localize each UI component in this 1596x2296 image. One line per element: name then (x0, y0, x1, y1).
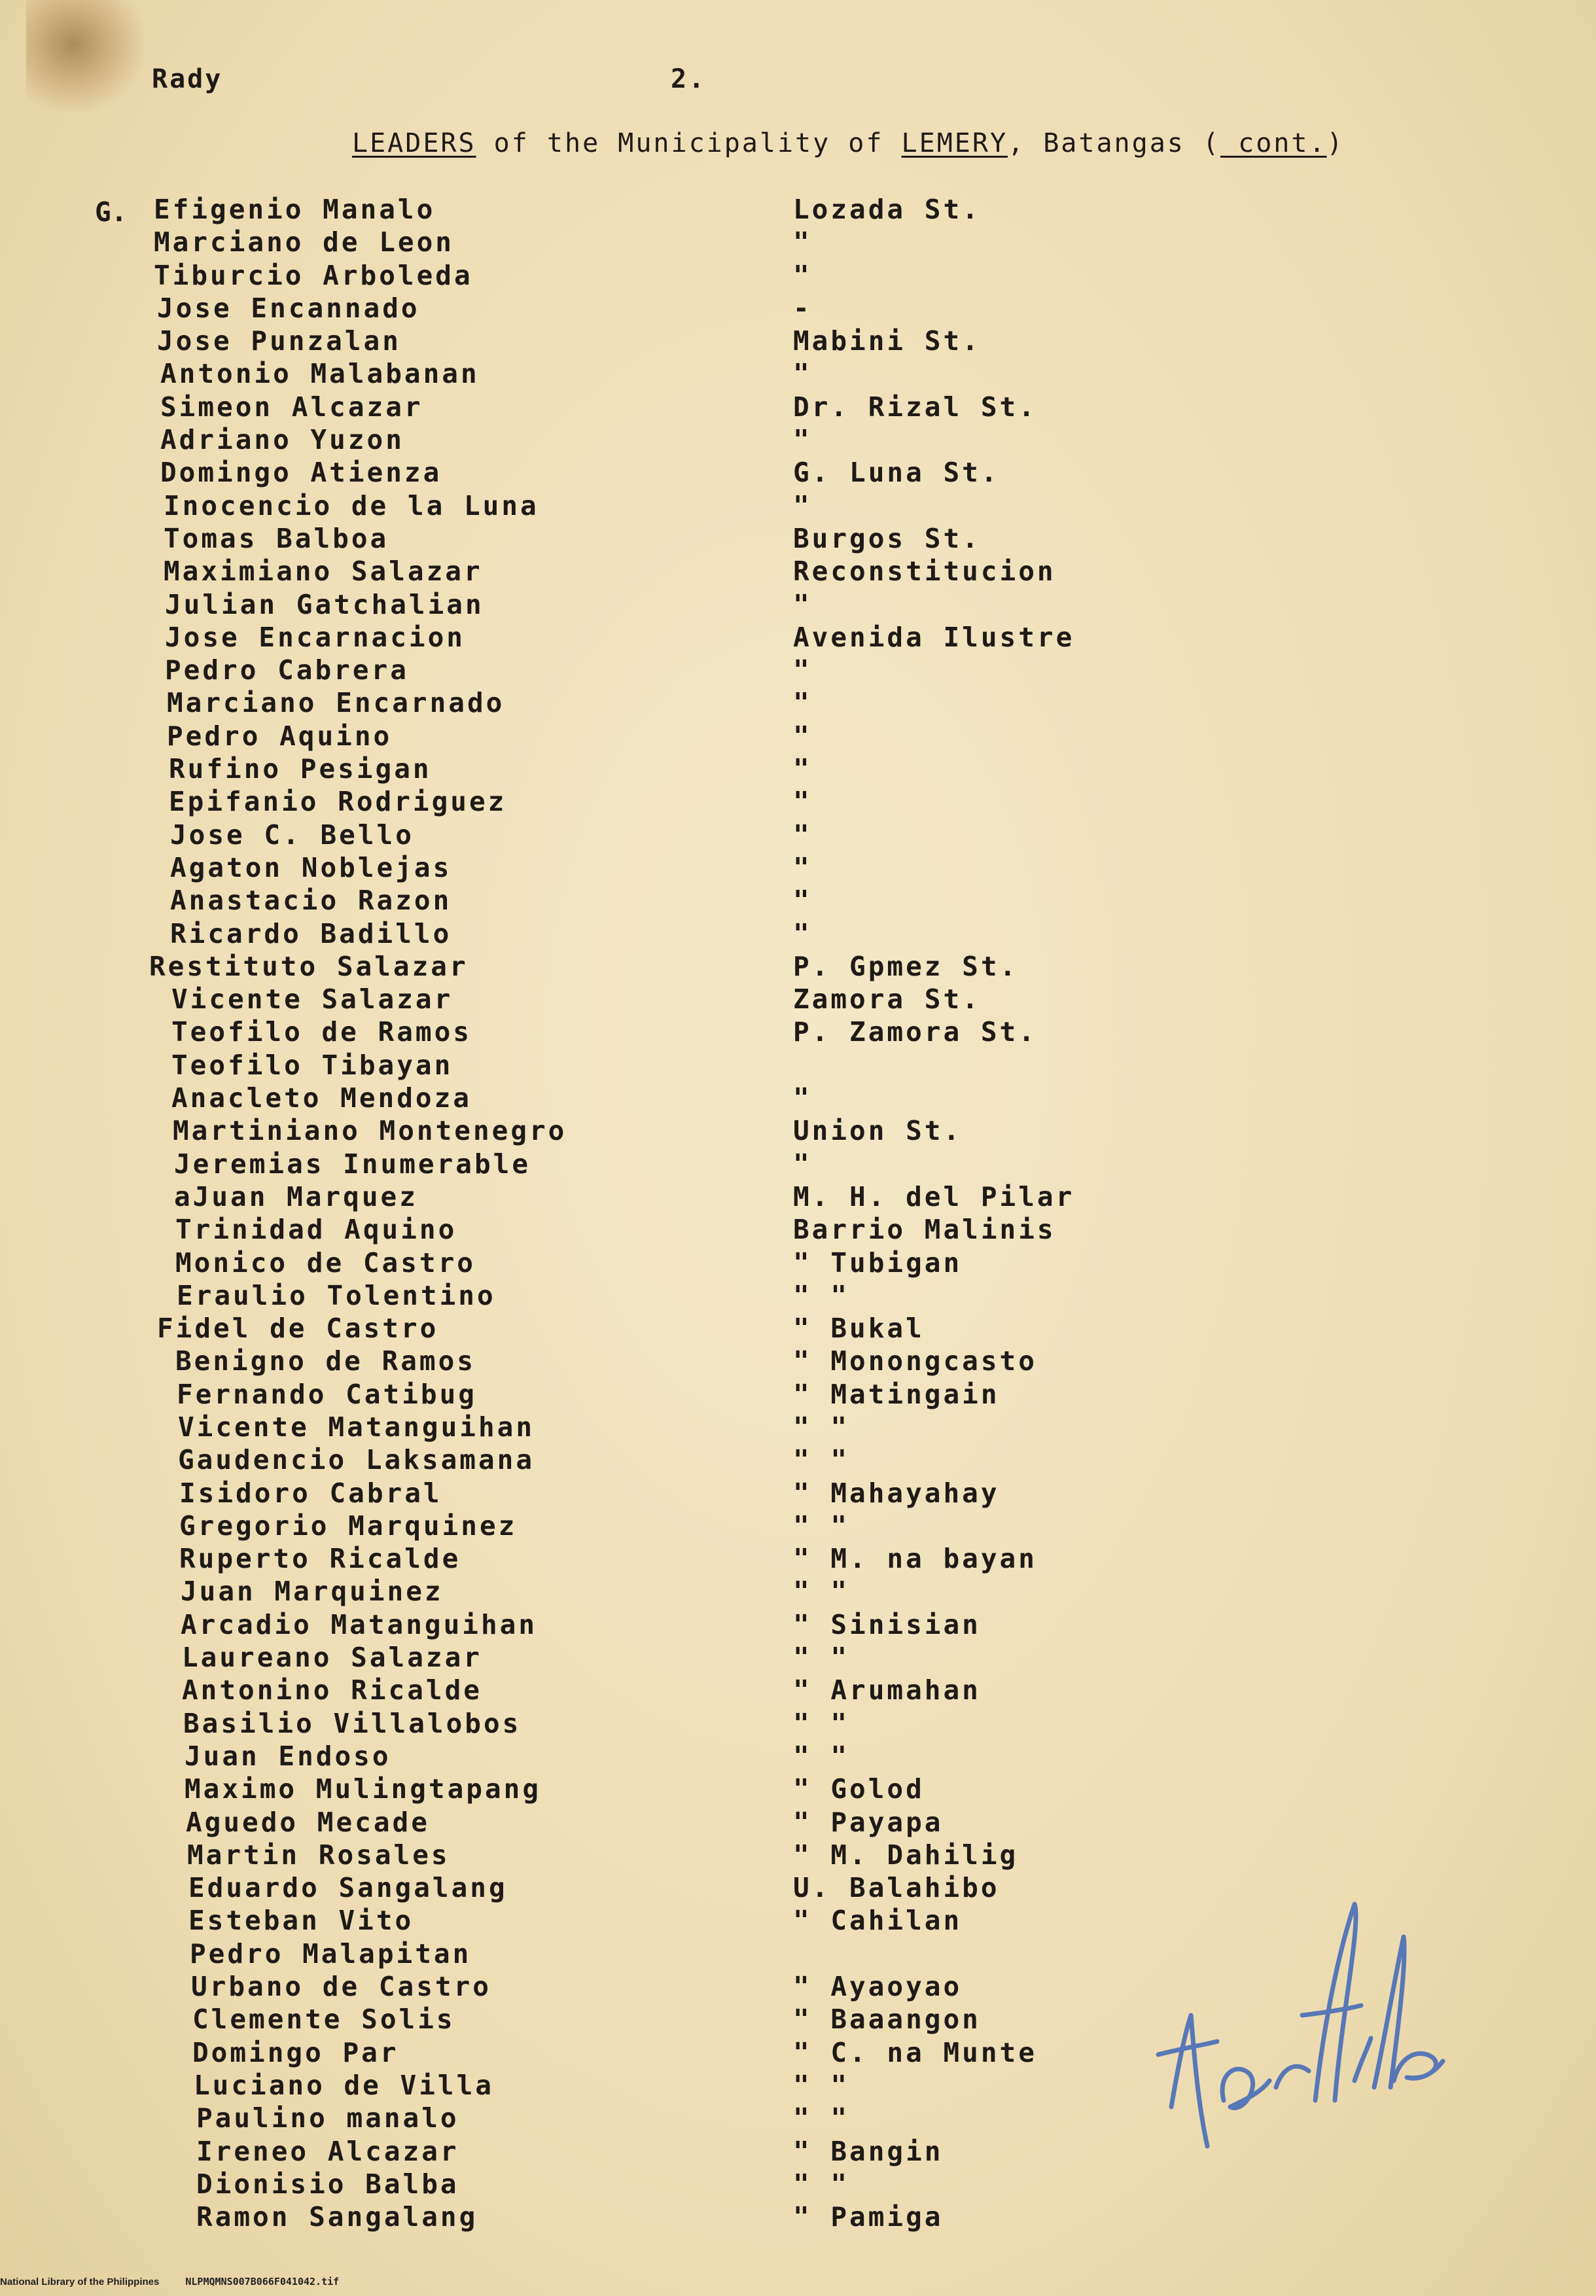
leader-name: Fidel de Castro (157, 1313, 439, 1345)
leader-name: Clemente Solis (192, 2004, 455, 2036)
table-row (0, 1379, 1596, 1411)
table-row (0, 292, 1596, 325)
table-row (0, 1247, 1596, 1280)
leader-name: Vicente Salazar (171, 983, 453, 1016)
leader-address: " " (793, 1411, 850, 1443)
table-row (0, 852, 1596, 885)
table-row (0, 1708, 1596, 1740)
leader-name: Trinidad Aquino (175, 1214, 457, 1246)
leader-name: Jeremias Inumerable (174, 1148, 531, 1180)
list-prefix: G. (95, 196, 128, 228)
leader-name: Isidoro Cabral (179, 1477, 442, 1509)
leader-name: Maximo Mulingtapang (185, 1773, 541, 1805)
table-row (0, 358, 1596, 391)
table-row (0, 1642, 1596, 1674)
table-row (0, 490, 1596, 523)
leader-name: Anacleto Mendoza (171, 1082, 472, 1114)
leader-address: - (793, 292, 812, 324)
leader-address: Mabini St. (793, 325, 981, 357)
leader-name: Restituto Salazar (149, 950, 469, 982)
leader-name: Benigno de Ramos (175, 1345, 476, 1377)
leader-name: Adriano Yuzon (160, 424, 404, 456)
leader-address: " (793, 1082, 812, 1114)
table-row (0, 819, 1596, 852)
leader-name: Efigenio Manalo (154, 194, 436, 225)
leader-address: " Sinisian (793, 1608, 981, 1640)
table-row (0, 1839, 1596, 1872)
table-row (0, 457, 1596, 489)
leader-name: Teofilo de Ramos (171, 1016, 472, 1048)
table-row (0, 1115, 1596, 1148)
leader-address: Dr. Rizal St. (793, 391, 1037, 423)
leader-address: " (793, 786, 812, 818)
leader-name: Jose Punzalan (157, 325, 401, 357)
leader-name: Marciano de Leon (154, 226, 454, 258)
leader-name: Julian Gatchalian (165, 588, 484, 620)
leader-address: P. Gpmez St. (793, 950, 1019, 982)
table-row (0, 1313, 1596, 1345)
table-row (0, 885, 1596, 917)
table-row (0, 260, 1596, 292)
leader-address: " M. Dahilig (793, 1839, 1019, 1871)
leader-address: " " (793, 2069, 850, 2101)
leader-address: " Golod (793, 1773, 925, 1805)
leader-address: " (793, 489, 812, 521)
leader-address: " " (793, 1279, 850, 1311)
file-id: NLPMQMNS007B066F041042.tif (185, 2276, 340, 2287)
table-row (0, 1576, 1596, 1608)
leader-address: " " (793, 1510, 850, 1542)
leader-name: Fernando Catibug (177, 1378, 477, 1410)
leader-address: " " (793, 2168, 850, 2200)
leader-name: Esteban Vito (188, 1905, 414, 1937)
leader-name: Eduardo Sangalang (188, 1872, 508, 1904)
leader-name: Anastacio Razon (170, 885, 452, 917)
leader-address: " Cahilan (793, 1905, 963, 1937)
leader-name: Gregorio Marquinez (179, 1510, 518, 1542)
leader-address: " Tubigan (793, 1246, 963, 1279)
leader-name: Luciano de Villa (194, 2069, 494, 2101)
leader-address: " Mahayahay (793, 1477, 1000, 1509)
library-name: National Library of the Philippines (0, 2276, 160, 2287)
leader-address: " (793, 358, 812, 390)
table-row (0, 1411, 1596, 1444)
leader-name: Urbano de Castro (191, 1971, 491, 2003)
leader-name: Simeon Alcazar (160, 391, 423, 423)
leader-name: Paulino manalo (196, 2102, 459, 2134)
leader-name: Gaudencio Laksamana (178, 1444, 535, 1476)
leader-address: U. Balahibo (793, 1872, 1000, 1904)
leader-address: " (793, 424, 812, 456)
leader-name: Maximiano Salazar (164, 556, 483, 588)
table-row (0, 556, 1596, 588)
leader-name: Teofilo Tibayan (171, 1049, 453, 1081)
leader-address: " " (793, 1740, 850, 1772)
table-row (0, 1477, 1596, 1510)
leader-address: " (793, 720, 812, 752)
leader-address: " Baaangon (793, 2004, 981, 2036)
leader-address: Avenida Ilustre (793, 621, 1075, 653)
leader-address: " Bangin (793, 2135, 944, 2167)
title-cont: cont. (1220, 128, 1327, 158)
table-row (0, 1280, 1596, 1313)
table-row (0, 2201, 1596, 2234)
leader-address: " " (793, 1576, 850, 1608)
leader-address: " (793, 687, 812, 719)
leader-name: Arcadio Matanguihan (181, 1608, 537, 1640)
paper-stain (26, 0, 144, 111)
table-row (0, 1543, 1596, 1576)
leader-address: " (793, 226, 812, 258)
leader-name: Jose Encarnacion (165, 621, 465, 653)
table-row (0, 951, 1596, 983)
leader-address: " Payapa (793, 1806, 944, 1838)
table-row (0, 687, 1596, 720)
leader-address: " (793, 259, 812, 291)
table-row (0, 1148, 1596, 1181)
title-leaders: LEADERS (352, 128, 476, 158)
leader-name: Jose Encannado (157, 292, 420, 324)
leader-name: Ricardo Badillo (170, 917, 452, 949)
leader-address: Burgos St. (793, 522, 981, 554)
leader-address: " " (793, 1444, 850, 1476)
title-close: ) (1326, 128, 1345, 158)
table-row (0, 1345, 1596, 1378)
page-number: 2. (671, 64, 707, 94)
table-row (0, 753, 1596, 786)
table-row (0, 720, 1596, 753)
leader-name: Tomas Balboa (164, 522, 389, 554)
table-row (0, 1510, 1596, 1543)
leader-name: Pedro Malapitan (190, 1937, 472, 1969)
leader-name: Juan Marquinez (181, 1576, 444, 1608)
leader-address: Lozada St. (793, 194, 981, 225)
document-title (352, 128, 1345, 158)
leader-name: Ireneo Alcazar (196, 2135, 459, 2167)
leader-name: Domingo Par (192, 2036, 399, 2068)
table-row (0, 1773, 1596, 1806)
leader-name: Martiniano Montenegro (173, 1115, 567, 1147)
table-row (0, 194, 1596, 226)
table-row (0, 523, 1596, 556)
leader-name: Ramon Sangalang (196, 2201, 478, 2233)
leader-address: G. Luna St. (793, 457, 1000, 489)
leader-address: " (793, 1148, 812, 1180)
title-place: LEMERY (901, 128, 1008, 158)
archive-footer (0, 2276, 339, 2287)
table-row (0, 2168, 1596, 2201)
leader-name: Marciano Encarnado (167, 687, 505, 719)
leader-name: Jose C. Bello (170, 819, 414, 851)
leader-address: " " (793, 1642, 850, 1674)
leader-address: " Matingain (793, 1378, 1000, 1410)
leader-address: " Monongcasto (793, 1345, 1037, 1377)
leader-name: Aguedo Mecade (186, 1806, 430, 1838)
leader-address: " (793, 654, 812, 686)
leader-name: Martin Rosales (187, 1839, 450, 1871)
leader-address: " Bukal (793, 1313, 925, 1345)
table-row (0, 1674, 1596, 1707)
table-row (0, 325, 1596, 358)
handwritten-annotation (1145, 1884, 1446, 2153)
leader-address: " C. na Munte (793, 2036, 1037, 2068)
leader-address: Reconstitucion (793, 556, 1056, 588)
leader-address: " M. na bayan (793, 1543, 1037, 1575)
header-left-label: Rady (152, 64, 223, 94)
leader-address: " (793, 753, 812, 785)
leader-name: Dionisio Balba (196, 2168, 459, 2200)
leader-address: M. H. del Pilar (793, 1180, 1075, 1212)
leader-address: " (793, 885, 812, 917)
table-row (0, 786, 1596, 819)
leader-name: Tiburcio Arboleda (154, 259, 473, 291)
leader-name: Pedro Cabrera (165, 654, 409, 686)
table-row (0, 918, 1596, 951)
table-row (0, 1444, 1596, 1477)
leader-address: P. Zamora St. (793, 1016, 1037, 1048)
leader-name: Pedro Aquino (167, 720, 393, 752)
leader-name: Laureano Salazar (182, 1642, 482, 1674)
leader-address: Zamora St. (793, 983, 981, 1016)
leader-name: Domingo Atienza (160, 457, 442, 489)
leader-address: " (793, 819, 812, 851)
table-row (0, 1181, 1596, 1214)
leader-name: Antonio Malabanan (160, 358, 480, 390)
table-row (0, 1050, 1596, 1082)
table-row (0, 622, 1596, 654)
leader-name: Vicente Matanguihan (178, 1411, 535, 1443)
leader-address: " Pamiga (793, 2201, 944, 2233)
leader-address: " Ayaoyao (793, 1971, 963, 2003)
leader-name: Inocencio de la Luna (164, 489, 539, 521)
table-row (0, 424, 1596, 457)
table-row (0, 1609, 1596, 1642)
leader-name: Rufino Pesigan (169, 753, 432, 785)
table-row (0, 1016, 1596, 1049)
leader-address: " (793, 851, 812, 883)
leader-name: Juan Endoso (185, 1740, 391, 1772)
table-row (0, 1082, 1596, 1115)
title-suffix: , Batangas ( (1008, 128, 1221, 158)
table-row (0, 226, 1596, 259)
leader-name: Eraulio Tolentino (177, 1279, 496, 1311)
leader-name: Agaton Noblejas (170, 851, 452, 883)
leader-address: " " (793, 1707, 850, 1739)
leader-address: " (793, 588, 812, 620)
leader-name: Antonino Ricalde (182, 1674, 482, 1706)
leader-name: Ruperto Ricalde (179, 1543, 461, 1575)
table-row (0, 1740, 1596, 1773)
leader-name: Monico de Castro (175, 1246, 476, 1279)
table-row (0, 391, 1596, 424)
title-mid: of the Municipality of (476, 128, 902, 158)
table-row (0, 1214, 1596, 1246)
leader-address: " Arumahan (793, 1674, 981, 1706)
table-row (0, 589, 1596, 622)
table-row (0, 1807, 1596, 1839)
leader-address: Union St. (793, 1115, 963, 1147)
leader-name: aJuan Marquez (174, 1180, 418, 1212)
leader-name: Basilio Villalobos (183, 1707, 522, 1739)
leader-address: " (793, 917, 812, 949)
table-row (0, 983, 1596, 1016)
table-row (0, 654, 1596, 687)
leader-name: Epifanio Rodriguez (169, 786, 507, 818)
leader-address: Barrio Malinis (793, 1214, 1056, 1246)
leader-address: " " (793, 2102, 850, 2134)
